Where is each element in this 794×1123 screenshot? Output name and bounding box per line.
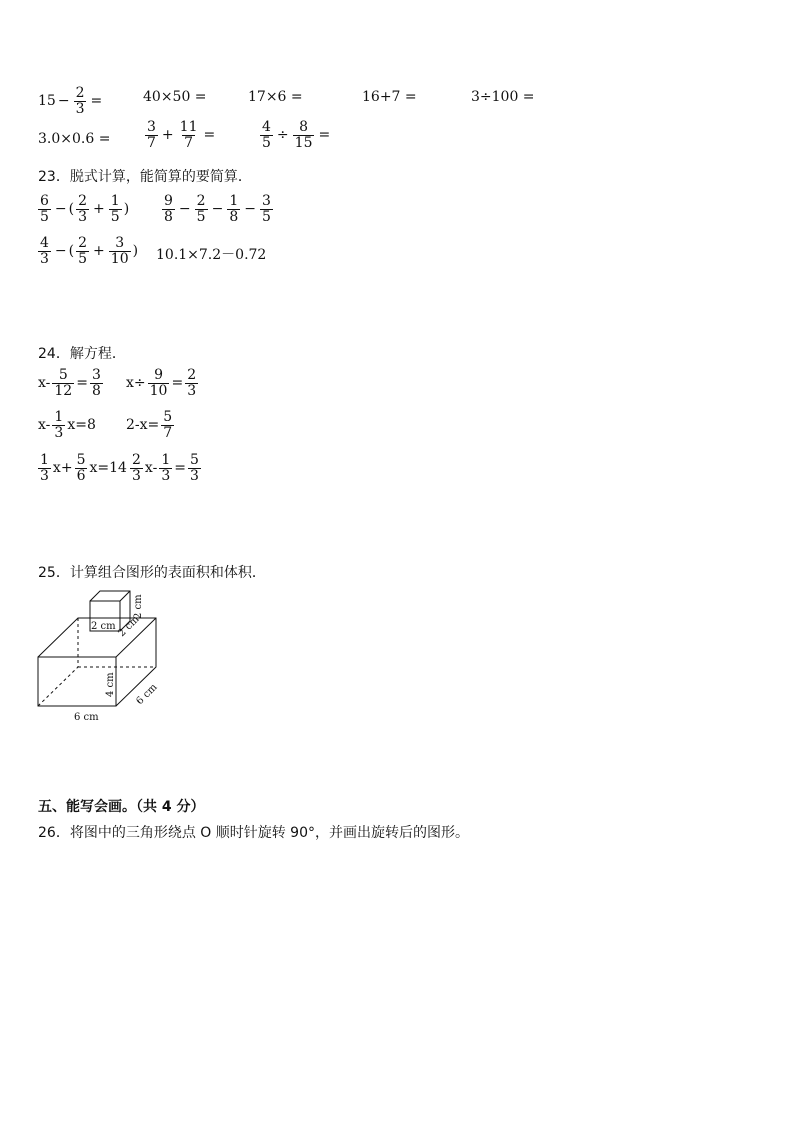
q24-eq-b: x÷ $\frac{9}{10}$ = $\frac{2}{3}$ bbox=[126, 367, 197, 399]
q26-title: 26．将图中的三角形绕点 O 顺时针旋转 90°，并画出旋转后的图形。 bbox=[38, 825, 469, 841]
q23-expr-b: $\frac{9}{8}$ − $\frac{2}{5}$ − $\frac{1}{8}$ − $\frac{3}{5}$ bbox=[164, 193, 271, 225]
fraction: $\frac{8}{15}$ bbox=[294, 119, 313, 151]
equals: = bbox=[90, 93, 103, 110]
q24-title: 24．解方程． bbox=[38, 346, 126, 362]
fraction: $\frac{11}{7}$ bbox=[179, 119, 198, 151]
q23-expr-d: 10.1×7.2－0.72 bbox=[156, 247, 267, 263]
operator: − bbox=[57, 93, 70, 110]
section-5-title: 五、能写会画。（共 4 分） bbox=[38, 799, 205, 815]
q24-eq-f: $\frac{2}{3}$ x- $\frac{1}{3}$ = $\frac{5}{3}$ bbox=[132, 452, 199, 484]
row1-expr-1 bbox=[38, 86, 104, 116]
row2-expr-3: $\frac{4}{5}$ ÷ $\frac{8}{15}$ = bbox=[262, 119, 331, 151]
q23-expr-c: $\frac{4}{3}$ − ( $\frac{2}{5}$ + $\frac{3}{10}$ ) bbox=[40, 235, 139, 267]
label-big-width: 6 cm bbox=[74, 712, 99, 723]
row1-expr-3: 17×6 = bbox=[248, 89, 303, 105]
q24-eq-c: x- $\frac{1}{3}$ x=8 bbox=[38, 409, 96, 441]
q24-eq-d: 2-x= $\frac{5}{7}$ bbox=[126, 409, 173, 441]
row2-expr-2: $\frac{3}{7}$ + $\frac{11}{7}$ = bbox=[147, 119, 216, 151]
q23-title: 23．脱式计算，能简算的要简算． bbox=[38, 169, 252, 185]
q24-eq-a: x- $\frac{5}{12}$ = $\frac{3}{8}$ bbox=[38, 367, 101, 399]
fraction: $\frac{4}{5}$ bbox=[262, 119, 271, 151]
row1-expr-4: 16+7 = bbox=[362, 89, 417, 105]
combined-solid-figure bbox=[30, 585, 170, 725]
q25-title: 25．计算组合图形的表面积和体积． bbox=[38, 565, 266, 581]
label-small-height: 2 cm bbox=[133, 594, 144, 619]
fraction: $\frac{2}{3}$ bbox=[75, 85, 85, 117]
row2-expr-1: 3.0×0.6 = bbox=[38, 131, 111, 147]
fraction: $\frac{3}{7}$ bbox=[147, 119, 156, 151]
row1-expr-5: 3÷100 = bbox=[471, 89, 535, 105]
row1-expr-2: 40×50 = bbox=[143, 89, 207, 105]
label-big-depth: 6 cm bbox=[134, 681, 160, 708]
q24-eq-e: $\frac{1}{3}$ x+ $\frac{5}{6}$ x=14 bbox=[40, 452, 127, 484]
q23-expr-a: $\frac{6}{5}$ − ( $\frac{2}{3}$ + $\frac{1}{5}$ ) bbox=[40, 193, 130, 225]
label-small-front: 2 cm bbox=[91, 621, 116, 632]
number: 15 bbox=[38, 93, 56, 110]
label-small-side: 2 cm bbox=[116, 613, 142, 640]
label-big-height: 4 cm bbox=[105, 672, 116, 697]
